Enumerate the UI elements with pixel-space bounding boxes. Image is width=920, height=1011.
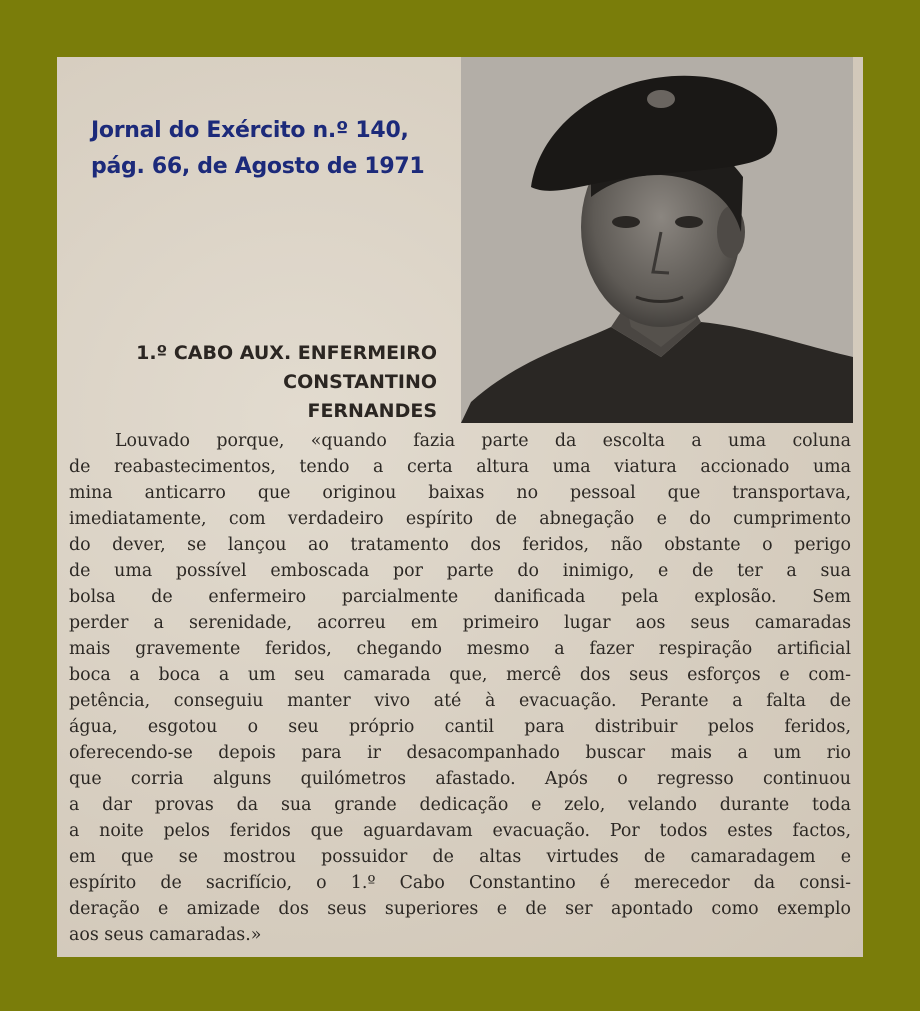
article-line: imediatamente, com verdadeiro espírito de abnegação e do cumprimento (69, 509, 851, 529)
article-line: água, esgotou o seu próprio cantil para distribuir pelos feridos, (69, 717, 851, 737)
source-citation (91, 113, 451, 185)
article-line: perder a serenidade, acorreu em primeiro lugar aos seus camaradas (69, 613, 851, 633)
heading-rank: 1.º CABO AUX. ENFERMEIRO (136, 342, 437, 364)
article-line: a dar provas da sua grande dedicação e zelo, velando durante toda (69, 795, 851, 815)
soldier-portrait-photo (461, 57, 853, 423)
article-line: do dever, se lançou ao tratamento dos feridos, não obstante o perigo (69, 535, 851, 555)
article-line: Louvado porque, «quando fazia parte da escolta a uma coluna (115, 431, 851, 451)
heading-first-name: CONSTANTINO (283, 371, 437, 393)
article-heading (57, 339, 437, 426)
heading-last-name: FERNANDES (307, 400, 437, 422)
article-line: boca a boca a um seu camarada que, mercê dos seus esforços e com- (69, 665, 851, 685)
source-line-1: Jornal do Exército n.º 140, (91, 118, 409, 143)
article-line: oferecendo-se depois para ir desacompanhado buscar mais a um rio (69, 743, 851, 763)
article-line: a noite pelos feridos que aguardavam evacuação. Por todos estes factos, (69, 821, 851, 841)
portrait-image (461, 57, 853, 423)
newspaper-clipping (57, 57, 863, 957)
article-line: de reabastecimentos, tendo a certa altura uma viatura accionado uma (69, 457, 851, 477)
article-line: petência, conseguiu manter vivo até à evacuação. Perante a falta de (69, 691, 851, 711)
article-line: em que se mostrou possuidor de altas virtudes de camaradagem e (69, 847, 851, 867)
source-line-2: pág. 66, de Agosto de 1971 (91, 154, 425, 179)
article-line: bolsa de enfermeiro parcialmente danificada pela explosão. Sem (69, 587, 851, 607)
article-line: mais gravemente feridos, chegando mesmo a fazer respiração artificial (69, 639, 851, 659)
article-line: mina anticarro que originou baixas no pessoal que transportava, (69, 483, 851, 503)
article-line: aos seus camaradas.» (69, 925, 262, 945)
article-line: deração e amizade dos seus superiores e de ser apontado como exemplo (69, 899, 851, 919)
article-line: espírito de sacrifício, o 1.º Cabo Constantino é merecedor da consi- (69, 873, 851, 893)
article-line: que corria alguns quilómetros afastado. Após o regresso continuou (69, 769, 851, 789)
article-line: de uma possível emboscada por parte do inimigo, e de ter a sua (69, 561, 851, 581)
